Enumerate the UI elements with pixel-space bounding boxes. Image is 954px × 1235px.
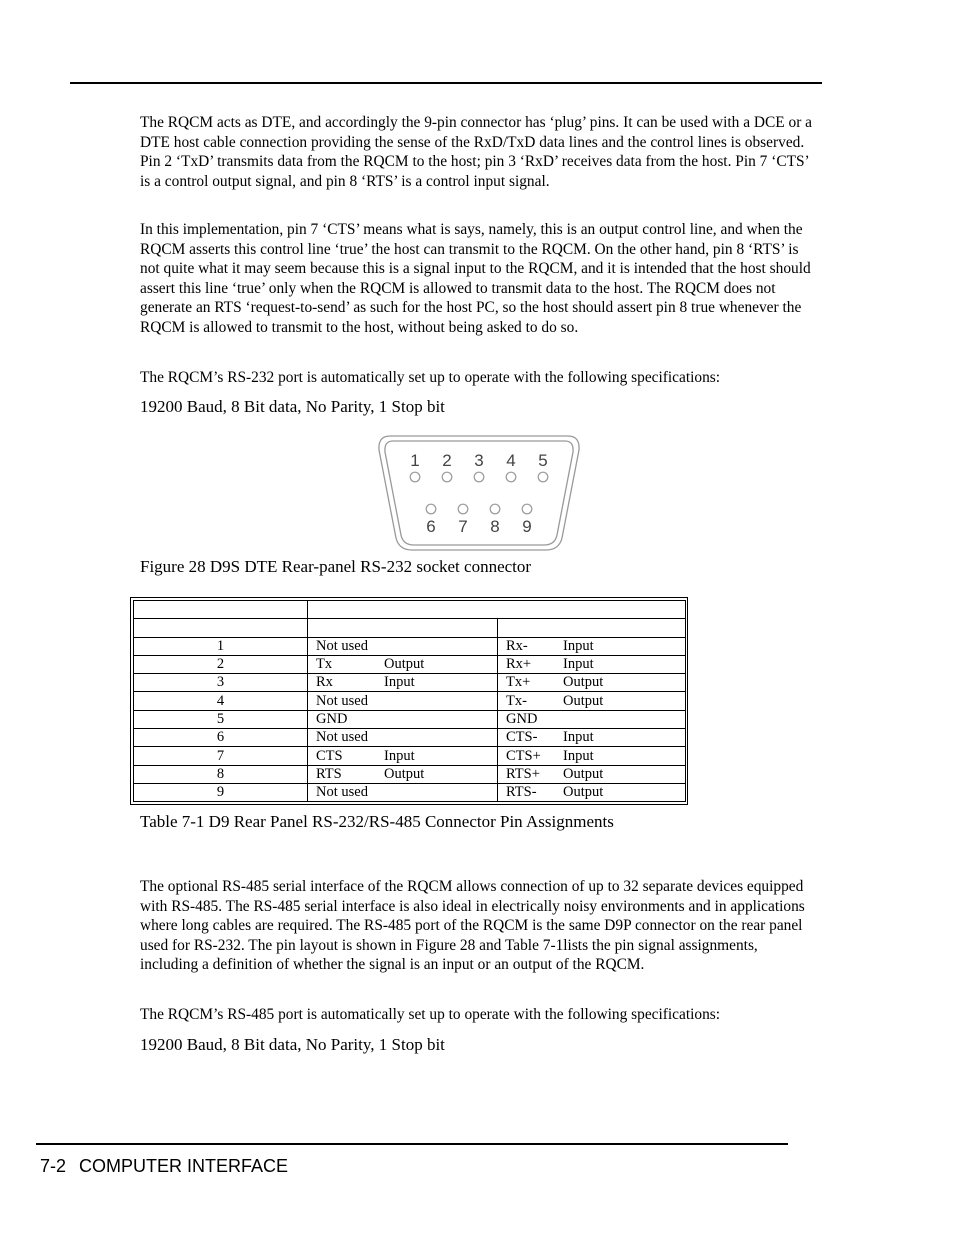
- rs485-spec-line: 19200 Baud, 8 Bit data, No Parity, 1 Stop bit: [140, 1035, 445, 1054]
- rs232-cell: [308, 783, 498, 801]
- rs485-direction: Output: [563, 674, 604, 691]
- figure-caption: Figure 28 D9S DTE Rear-panel RS-232 socket connector: [140, 557, 532, 576]
- rs232-signal: Not used: [316, 637, 368, 654]
- rs485-cell: [498, 692, 686, 710]
- top-pin-hole: [538, 472, 548, 482]
- rs232-cell: [308, 710, 498, 728]
- top-pin-hole: [442, 472, 452, 482]
- rs232-cell: [308, 655, 498, 673]
- pin-assignment-table: [130, 597, 688, 805]
- rs485-cell: [498, 637, 686, 655]
- table-row: [134, 783, 686, 801]
- table-subheader-cell: [308, 619, 498, 637]
- pin-number-cell: 7: [134, 747, 308, 765]
- top-pin-label: 3: [474, 451, 484, 470]
- table-row: [134, 747, 686, 765]
- top-pin-label: 4: [506, 451, 516, 470]
- pin-number-cell: 3: [134, 674, 308, 692]
- rs232-signal: GND: [316, 711, 348, 728]
- d9-connector-diagram: [376, 432, 582, 554]
- rs232-cell: [308, 747, 498, 765]
- paragraph-dte-description: The RQCM acts as DTE, and accordingly the 9-pin connector has ‘plug’ pins. It can be used with a DCE or a DTE host cable connection providing the sense of the RxD/TxD data lines and the control lines is observed. Pin 2 ‘TxD’ transmits data from the RQCM to the host; pin 3 ‘RxD’ receives data from the host. Pin 7 ‘CTS’ is a control output signal, and pin 8 ‘RTS’ is a control input signal.: [140, 114, 813, 190]
- table-header-row: [134, 601, 686, 619]
- top-pin-label: 2: [442, 451, 452, 470]
- section-title: COMPUTER INTERFACE: [79, 1156, 289, 1176]
- rs485-cell: [498, 710, 686, 728]
- bottom-pin-hole: [522, 504, 532, 514]
- rs485-signal: Rx+: [506, 656, 532, 673]
- paragraph-rs485-spec-intro: The RQCM’s RS-485 port is automatically set up to operate with the following specifications:: [140, 1006, 721, 1023]
- rs485-cell: [498, 655, 686, 673]
- rs485-direction: Output: [563, 692, 604, 709]
- table-header-cell: [134, 601, 308, 619]
- top-pin-label: 5: [538, 451, 548, 470]
- rs485-cell: [498, 729, 686, 747]
- pin-number-cell: 5: [134, 710, 308, 728]
- table-subheader-cell: [134, 619, 308, 637]
- table-row: [134, 710, 686, 728]
- paragraph-cts-rts-explanation: In this implementation, pin 7 ‘CTS’ means what is says, namely, this is an output control line, and when the RQCM asserts this control line ‘true’ the host can transmit to the RQCM. On the other hand, pin 8 ‘RTS’ is not quite what it may seem because this is a signal input to the RQCM, and it is intended that the host should assert this line ‘true’ only when the RQCM is allowed to transmit data to the host. The RQCM does not generate an RTS ‘request-to-send’ as such for the host PC, so the host should assert pin 8 true whenever the RQCM is allowed to transmit to the host, without being asked to do so.: [140, 221, 811, 336]
- rs232-spec-line: 19200 Baud, 8 Bit data, No Parity, 1 Stop bit: [140, 397, 445, 416]
- table-row: [134, 765, 686, 783]
- rs485-direction: Output: [563, 765, 604, 782]
- header-rule: [70, 82, 822, 84]
- rs232-cell: [308, 637, 498, 655]
- pin-number-cell: 1: [134, 637, 308, 655]
- rs232-signal: Not used: [316, 729, 368, 746]
- rs232-signal: Not used: [316, 692, 368, 709]
- rs485-signal: Tx-: [506, 692, 527, 709]
- rs232-direction: Input: [384, 674, 415, 691]
- table-row: [134, 637, 686, 655]
- pin-number-cell: 8: [134, 765, 308, 783]
- bottom-pin-hole: [426, 504, 436, 514]
- rs232-direction: Output: [384, 765, 425, 782]
- rs485-direction: Input: [563, 729, 594, 746]
- rs485-direction: Input: [563, 656, 594, 673]
- table-row: [134, 692, 686, 710]
- rs485-signal: RTS-: [506, 784, 537, 801]
- pin-number-cell: 2: [134, 655, 308, 673]
- top-pin-label: 1: [410, 451, 420, 470]
- rs485-signal: GND: [506, 711, 538, 728]
- paragraph-rs485-description: The optional RS-485 serial interface of the RQCM allows connection of up to 32 separate devices equipped with RS-485. The RS-485 serial interface is also ideal in electrically noisy environments and in applications where long cables are required. The RS-485 port of the RQCM is the same D9P connector on the rear panel used for RS-232. The pin layout is shown in Figure 28 and Table 7-1lists the pin signal assignments, including a definition of whether the signal is an input or an output of the RQCM.: [140, 878, 805, 974]
- table-row: [134, 729, 686, 747]
- table-subheader-cell: [498, 619, 686, 637]
- rs232-cell: [308, 765, 498, 783]
- table-row: [134, 655, 686, 673]
- rs485-cell: [498, 783, 686, 801]
- table-row: [134, 674, 686, 692]
- bottom-pin-label: 8: [490, 517, 500, 536]
- top-pin-hole: [506, 472, 516, 482]
- bottom-pin-hole: [458, 504, 468, 514]
- rs232-signal: RTS: [316, 765, 342, 782]
- rs232-signal: Rx: [316, 674, 333, 691]
- rs485-direction: Input: [563, 637, 594, 654]
- rs232-signal: CTS: [316, 747, 343, 764]
- top-pin-hole: [474, 472, 484, 482]
- rs485-signal: Tx+: [506, 674, 531, 691]
- pin-number-cell: 9: [134, 783, 308, 801]
- footer-rule: [36, 1143, 788, 1145]
- rs485-cell: [498, 747, 686, 765]
- rs232-cell: [308, 692, 498, 710]
- rs232-signal: Tx: [316, 656, 333, 673]
- bottom-pin-label: 6: [426, 517, 436, 536]
- page-footer: [40, 1156, 288, 1177]
- table-header-cell: [308, 601, 686, 619]
- rs232-cell: [308, 674, 498, 692]
- top-pin-hole: [410, 472, 420, 482]
- rs232-cell: [308, 729, 498, 747]
- table-subheader-row: [134, 619, 686, 637]
- rs485-cell: [498, 765, 686, 783]
- paragraph-rs232-spec-intro: The RQCM’s RS-232 port is automatically set up to operate with the following specifications:: [140, 369, 721, 386]
- bottom-pin-label: 7: [458, 517, 468, 536]
- rs232-direction: Output: [384, 656, 425, 673]
- pin-number-cell: 6: [134, 729, 308, 747]
- bottom-pin-hole: [490, 504, 500, 514]
- rs485-signal: RTS+: [506, 765, 540, 782]
- rs485-cell: [498, 674, 686, 692]
- table-caption: Table 7-1 D9 Rear Panel RS-232/RS-485 Connector Pin Assignments: [140, 812, 614, 831]
- bottom-pin-label: 9: [522, 517, 532, 536]
- pin-number-cell: 4: [134, 692, 308, 710]
- rs485-signal: CTS-: [506, 729, 538, 746]
- rs485-signal: CTS+: [506, 747, 541, 764]
- rs485-signal: Rx-: [506, 637, 528, 654]
- rs232-direction: Input: [384, 747, 415, 764]
- page-number: 7-2: [40, 1156, 67, 1176]
- rs485-direction: Output: [563, 784, 604, 801]
- rs232-signal: Not used: [316, 784, 368, 801]
- rs485-direction: Input: [563, 747, 594, 764]
